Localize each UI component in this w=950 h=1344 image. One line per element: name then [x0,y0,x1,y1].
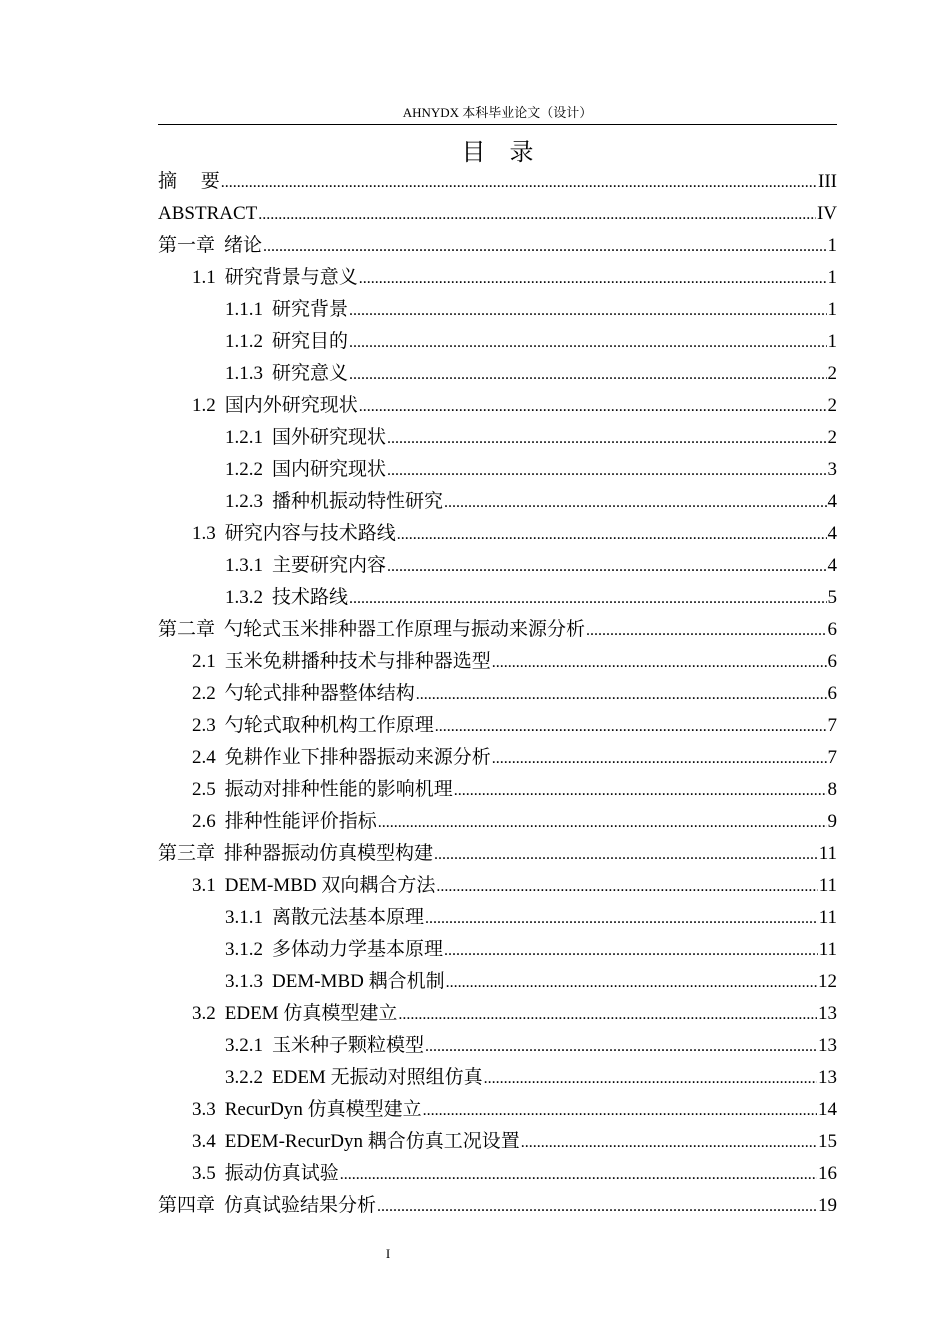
header-rule [158,124,837,125]
toc-dot-leader [423,1095,817,1127]
toc-entry[interactable] [158,678,837,710]
toc-entry-title: DEM-MBD 双向耦合方法 [224,875,436,896]
toc-entry-title: EDEM 无振动对照组仿真 [272,1067,483,1088]
toc-entry-number: 3.3 [192,1099,216,1120]
toc-entry-number: 1.3.1 [225,555,263,576]
toc-entry[interactable] [158,934,837,966]
toc-dot-leader [387,423,826,455]
toc-entry-page: 1 [827,299,837,320]
toc-entry-number: 1.2.3 [225,491,263,512]
toc-entry-title: 离散元法基本原理 [272,907,425,928]
toc-entry-number: 1.1 [192,267,216,288]
toc-entry-title: 振动仿真试验 [224,1163,339,1184]
toc-entry-number: 第二章 [158,619,216,640]
toc-entry-number: 3.1 [192,875,216,896]
toc-entry[interactable] [158,1190,837,1222]
toc-entry-number: 1.2.1 [225,427,263,448]
toc-dot-leader [221,167,817,199]
toc-title: 目 录 [461,138,534,166]
toc-dot-leader [425,1031,817,1063]
toc-entry-title: 勺轮式排种器整体结构 [224,683,415,704]
toc-dot-leader [359,391,827,423]
toc-entry-title: 国内外研究现状 [224,395,358,416]
toc-entry[interactable] [158,870,837,902]
toc-entry-number: 1.1.3 [225,363,263,384]
toc-dot-leader [349,583,826,615]
toc-entry[interactable] [158,710,837,742]
toc-entry-title: 研究目的 [272,331,349,352]
toc-entry-title: 绪论 [224,235,263,256]
toc-entry[interactable] [158,294,837,326]
toc-entry-page: 13 [818,1067,837,1088]
toc-entry-number: 第三章 [158,843,216,864]
toc-entry-page: 6 [827,683,837,704]
toc-entry-title: 免耕作业下排种器振动来源分析 [224,747,491,768]
toc-entry-page: 1 [827,235,837,256]
toc-entry-number: 3.1.1 [225,907,263,928]
toc-dot-leader [586,615,826,647]
toc-entry-number: 3.5 [192,1163,216,1184]
toc-entry[interactable] [158,1030,837,1062]
toc-dot-leader [436,871,817,903]
toc-entry-page: 4 [827,523,837,544]
toc-entry-page: 7 [827,747,837,768]
toc-entry-page: IV [816,203,837,224]
toc-entry-page: 2 [827,427,837,448]
toc-entry[interactable] [158,230,837,262]
toc-entry-number: 1.3 [192,523,216,544]
page-number: I [385,1246,391,1261]
toc-dot-leader [349,295,826,327]
toc-dot-leader [340,1159,817,1191]
toc-dot-leader [387,551,826,583]
toc-entry[interactable] [158,1126,837,1158]
toc-entry[interactable] [158,646,837,678]
toc-dot-leader [263,231,826,263]
toc-entry[interactable] [158,198,837,230]
toc-entry-title: RecurDyn 仿真模型建立 [224,1099,422,1120]
toc-entry-title: 排种器振动仿真模型构建 [224,843,434,864]
toc-entry-page: 8 [827,779,837,800]
toc-entry[interactable] [158,454,837,486]
toc-entry-title: 勺轮式取种机构工作原理 [224,715,434,736]
toc-entry-page: 12 [818,971,837,992]
toc-entry[interactable] [158,518,837,550]
toc-entry-title: 玉米种子颗粒模型 [272,1035,425,1056]
toc-entry-page: 1 [827,267,837,288]
toc-dot-leader [377,1191,817,1223]
toc-entry-title: 勺轮式玉米排种器工作原理与振动来源分析 [224,619,586,640]
toc-entry-title: 摘 要 [158,171,220,192]
toc-dot-leader [444,487,826,519]
toc-entry-number: 第四章 [158,1195,216,1216]
toc-list [158,166,837,1222]
toc-entry-title: 研究背景与意义 [224,267,358,288]
toc-dot-leader [349,359,826,391]
toc-dot-leader [425,903,818,935]
toc-entry[interactable] [158,262,837,294]
toc-entry[interactable] [158,774,837,806]
toc-entry-number: 1.3.2 [225,587,263,608]
toc-entry[interactable] [158,838,837,870]
toc-entry[interactable] [158,582,837,614]
toc-dot-leader [398,999,817,1031]
toc-entry-page: 19 [818,1195,837,1216]
toc-entry[interactable] [158,902,837,934]
toc-entry-page: III [818,171,837,192]
toc-dot-leader [454,775,827,807]
toc-entry-title: 播种机振动特性研究 [272,491,444,512]
toc-entry[interactable] [158,1158,837,1190]
toc-entry[interactable] [158,742,837,774]
toc-entry-page: 11 [818,875,837,896]
toc-entry-title: 振动对排种性能的影响机理 [224,779,453,800]
toc-dot-leader [378,807,827,839]
toc-entry-title: 排种性能评价指标 [224,811,377,832]
toc-entry-number: 3.4 [192,1131,216,1152]
toc-entry-page: 1 [827,331,837,352]
toc-entry-page: 6 [827,651,837,672]
toc-entry[interactable] [158,998,837,1030]
toc-entry-page: 6 [827,619,837,640]
toc-entry-page: 3 [827,459,837,480]
toc-entry-number: 1.2 [192,395,216,416]
toc-entry-title: 主要研究内容 [272,555,387,576]
toc-entry-page: 11 [818,843,837,864]
toc-entry-title: 国内研究现状 [272,459,387,480]
toc-dot-leader [444,935,818,967]
toc-dot-leader [434,839,818,871]
toc-entry-number: 3.1.2 [225,939,263,960]
toc-entry-number: 3.2.2 [225,1067,263,1088]
toc-entry[interactable] [158,550,837,582]
toc-entry-number: 2.2 [192,683,216,704]
toc-entry-page: 13 [818,1035,837,1056]
toc-entry-title: 多体动力学基本原理 [272,939,444,960]
toc-entry-number: 1.1.1 [225,299,263,320]
toc-entry-number: 2.4 [192,747,216,768]
toc-entry-number: 第一章 [158,235,216,256]
toc-entry-page: 11 [818,907,837,928]
toc-entry[interactable] [158,390,837,422]
toc-entry[interactable] [158,326,837,358]
toc-entry-page: 16 [818,1163,837,1184]
toc-dot-leader [387,455,826,487]
toc-entry-number: 2.3 [192,715,216,736]
toc-dot-leader [484,1063,817,1095]
toc-dot-leader [416,679,827,711]
toc-dot-leader [397,519,827,551]
toc-entry-number: 3.1.3 [225,971,263,992]
toc-entry-title: 玉米免耕播种技术与排种器选型 [224,651,491,672]
toc-entry-number: 1.2.2 [225,459,263,480]
toc-entry[interactable] [158,966,837,998]
toc-entry[interactable] [158,614,837,646]
toc-entry-title: ABSTRACT [158,203,258,224]
toc-entry-title: 研究背景 [272,299,349,320]
toc-entry-page: 7 [827,715,837,736]
toc-dot-leader [258,199,816,231]
toc-dot-leader [492,743,827,775]
toc-entry-title: 研究内容与技术路线 [224,523,396,544]
toc-entry-title: 仿真试验结果分析 [224,1195,377,1216]
toc-dot-leader [521,1127,817,1159]
toc-entry[interactable] [158,1062,837,1094]
toc-entry-title: 研究意义 [272,363,349,384]
toc-entry-number: 3.2.1 [225,1035,263,1056]
toc-entry-title: EDEM 仿真模型建立 [224,1003,398,1024]
toc-entry[interactable] [158,358,837,390]
page-header: AHNYDX 本科毕业论文（设计） [402,105,593,120]
toc-entry-page: 4 [827,491,837,512]
toc-entry-page: 13 [818,1003,837,1024]
toc-entry[interactable] [158,422,837,454]
toc-dot-leader [349,327,826,359]
toc-entry-number: 2.1 [192,651,216,672]
toc-entry[interactable] [158,166,837,198]
toc-entry-number: 2.5 [192,779,216,800]
toc-entry[interactable] [158,1094,837,1126]
toc-entry-number: 1.1.2 [225,331,263,352]
toc-entry-page: 14 [818,1099,837,1120]
toc-entry[interactable] [158,806,837,838]
toc-entry-page: 2 [827,395,837,416]
toc-entry-number: 2.6 [192,811,216,832]
toc-dot-leader [446,967,817,999]
toc-entry-title: DEM-MBD 耦合机制 [272,971,445,992]
toc-entry-page: 15 [818,1131,837,1152]
toc-entry-page: 2 [827,363,837,384]
toc-entry-page: 11 [818,939,837,960]
toc-dot-leader [435,711,827,743]
toc-entry[interactable] [158,486,837,518]
toc-entry-title: EDEM-RecurDyn 耦合仿真工况设置 [224,1131,520,1152]
toc-entry-page: 9 [827,811,837,832]
toc-entry-page: 5 [827,587,837,608]
toc-entry-title: 国外研究现状 [272,427,387,448]
toc-dot-leader [492,647,827,679]
toc-dot-leader [359,263,827,295]
toc-entry-page: 4 [827,555,837,576]
toc-entry-number: 3.2 [192,1003,216,1024]
toc-entry-title: 技术路线 [272,587,349,608]
